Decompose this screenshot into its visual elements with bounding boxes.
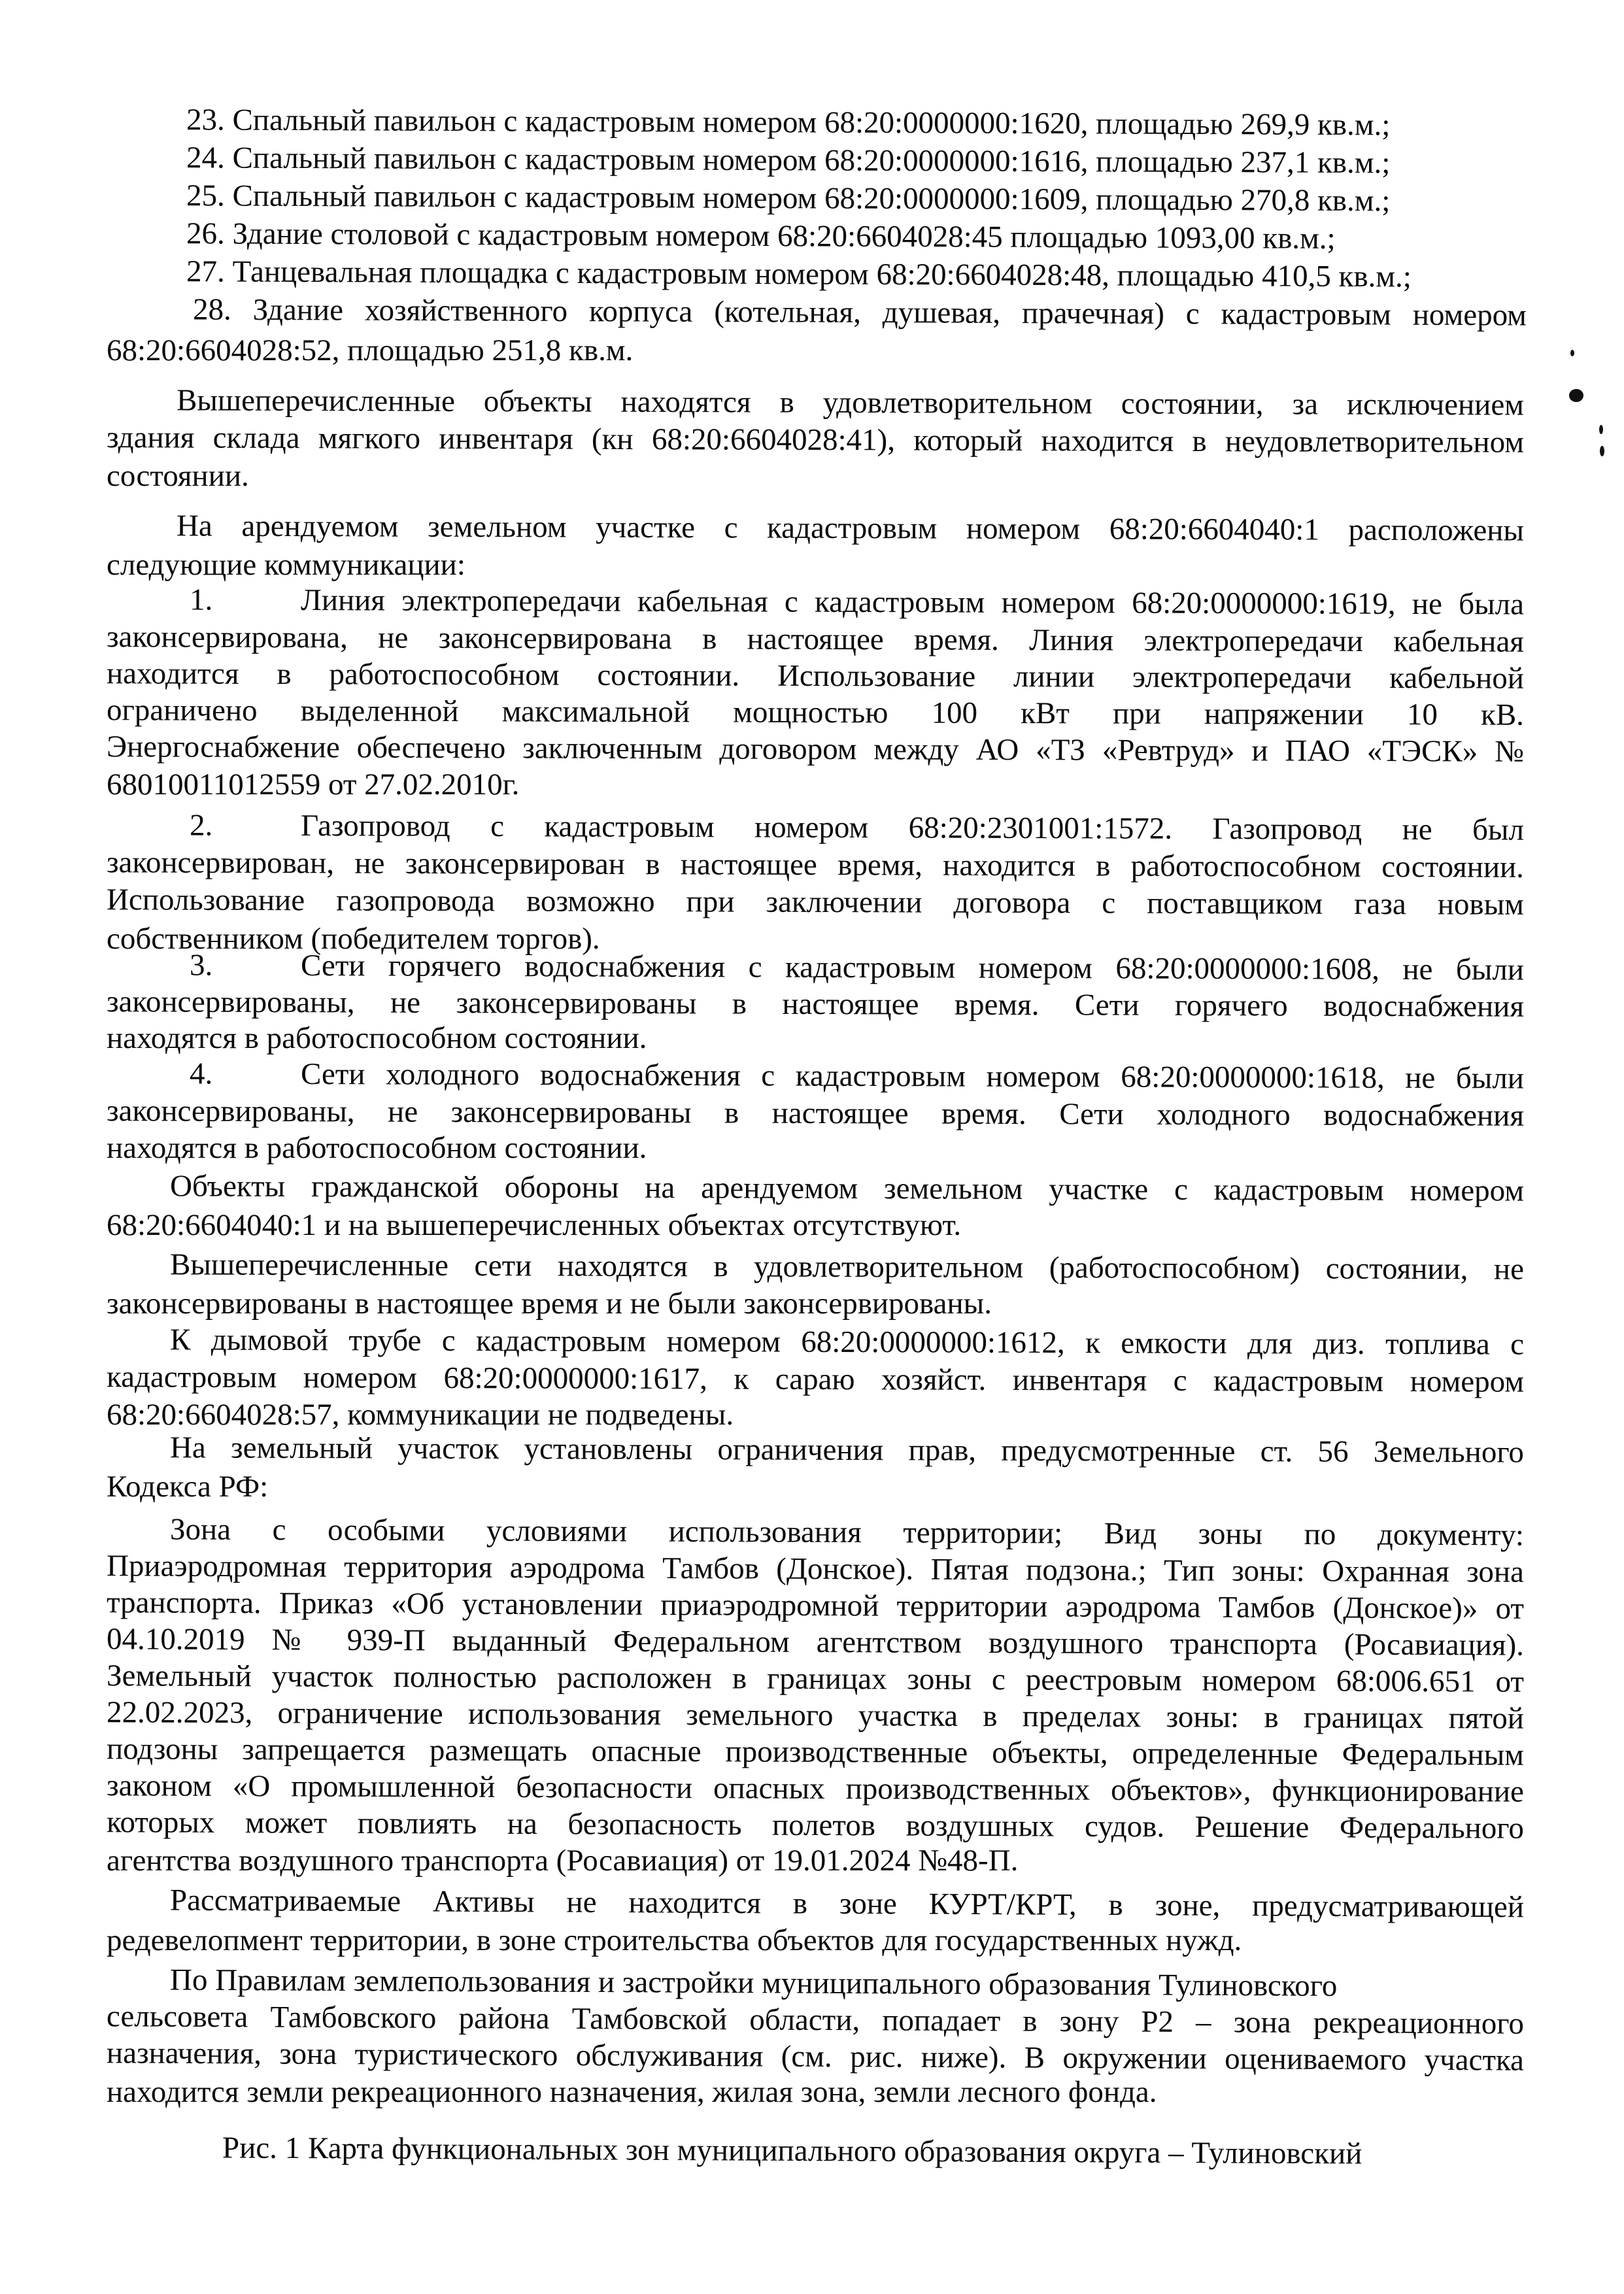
communication-3-number: 3. <box>189 948 213 983</box>
communication-1-line1: 1. Линия электропередачи кабельная с кадастровым номером 68:20:0000000:1619, не была <box>189 582 1525 622</box>
communication-1-line2: законсервирована, не законсервирована в настоящее время. Линия электропередачи кабельная <box>106 620 1525 659</box>
paragraph-condition-line2: здания склада мягкого инвентаря (кн 68:20:6604028:41), который находится в неудовлетворительном <box>106 420 1525 460</box>
list-item-28-line1: 28. Здание хозяйственного корпуса (котельная, душевая, прачечная) с кадастровым номером <box>192 292 1527 333</box>
paragraph-zone-line4: 04.10.2019 № 939-П выданный Федеральном агентством воздушного транспорта (Росавиация). <box>106 1622 1525 1662</box>
scan-speck <box>1570 350 1574 356</box>
paragraph-condition-line3: состоянии. <box>107 459 249 493</box>
figure-caption: Рис. 1 Карта функциональных зон муниципального образования округа – Тулиновский <box>222 2131 1362 2171</box>
paragraph-communications-intro-line2: следующие коммуникации: <box>107 548 465 582</box>
paragraph-networks-line2: законсервированы в настоящее время и не были законсервированы. <box>107 1287 992 1321</box>
paragraph-rules-line1: По Правилам землепользования и застройки муниципального образования Тулиновского <box>169 1963 1338 2003</box>
paragraph-rules-line4: находится земли рекреационного назначения, жилая зона, земли лесного фонда. <box>107 2075 1157 2109</box>
paragraph-not-connected-line2: кадастровым номером 68:20:0000000:1617, к сараю хозяйст. инвентаря с кадастровым номером <box>106 1360 1525 1399</box>
communication-4-line3: находятся в работоспособном состоянии. <box>107 1131 647 1165</box>
communication-2-number: 2. <box>189 808 213 843</box>
paragraph-restrictions-line1: На земельный участок установлены ограничения прав, предусмотренные ст. 56 Земельного <box>169 1430 1525 1470</box>
paragraph-civil-defense-line2: 68:20:6604040:1 и на вышеперечисленных объектах отсутствуют. <box>107 1208 962 1242</box>
list-item-25: 25. Спальный павильон с кадастровым номером 68:20:0000000:1609, площадью 270,8 кв.м.; <box>186 178 1391 218</box>
paragraph-restrictions-line2: Кодекса РФ: <box>107 1470 269 1504</box>
communication-4-number: 4. <box>189 1056 213 1091</box>
paragraph-rules-line2: сельсовета Тамбовского района Тамбовской области, попадает в зону Р2 – зона рекреационного <box>106 1999 1525 2041</box>
paragraph-zone-line7: подзоны запрещается размещать опасные производственные объекты, определенные Федеральным <box>106 1732 1525 1772</box>
communication-1-line4: ограничено выделенной максимальной мощностью 100 кВт при напряжении 10 кВ. <box>106 693 1525 732</box>
communication-4-line2: законсервированы, не законсервированы в настоящее время. Сети холодного водоснабжения <box>106 1094 1525 1133</box>
list-item-27: 27. Танцевальная площадка с кадастровым номером 68:20:6604028:48, площадью 410,5 кв.м.; <box>186 254 1412 294</box>
communication-1-line5: Энергоснабжение обеспечено заключенным договором между АО «ТЗ «Ревтруд» и ПАО «ТЭСК» № <box>106 730 1525 769</box>
paragraph-not-connected-line3: 68:20:6604028:57, коммуникации не подведены. <box>107 1398 734 1432</box>
paragraph-assets-line1: Рассматриваемые Активы не находится в зоне КУРТ/КРТ, в зоне, предусматривающей <box>169 1883 1525 1925</box>
paragraph-zone-line1: Зона с особыми условиями использования территории; Вид зоны по документу: <box>169 1512 1525 1553</box>
paragraph-zone-line2: Приаэродромная территория аэродрома Тамбов (Донское). Пятая подзона.; Тип зоны: Охранная зона <box>106 1549 1525 1589</box>
paragraph-communications-intro-line1: На арендуемом земельном участке с кадастровым номером 68:20:6604040:1 расположены <box>176 509 1525 548</box>
communication-2-line4: собственником (победителем торгов). <box>107 922 600 956</box>
paragraph-assets-line2: редевелопмент территории, в зоне строительства объектов для государственных нужд. <box>107 1923 1242 1957</box>
paragraph-zone-line9: которых может повлиять на безопасность полетов воздушных судов. Решение Федерального <box>106 1805 1525 1846</box>
paragraph-networks-line1: Вышеперечисленные сети находятся в удовлетворительном (работоспособном) состоянии, не <box>169 1247 1525 1287</box>
communication-3-line3: находятся в работоспособном состоянии. <box>107 1021 647 1055</box>
list-item-28-line2: 68:20:6604028:52, площадью 251,8 кв.м. <box>107 333 634 367</box>
paragraph-condition-line1: Вышеперечисленные объекты находятся в удовлетворительном состоянии, за исключением <box>176 383 1525 422</box>
scan-speck <box>1599 425 1603 434</box>
paragraph-rules-line3: назначения, зона туристического обслуживания (см. рис. ниже). В окружении оцениваемого участка <box>106 2036 1525 2078</box>
communication-1-line3: находится в работоспособном состоянии. Использование линии электропередачи кабельной <box>106 656 1525 696</box>
paragraph-zone-line5: Земельный участок полностью расположен в границах зоны с реестровым номером 68:006.651 от <box>106 1659 1525 1699</box>
communication-2-line3: Использование газопровода возможно при заключении договора с поставщиком газа новым <box>106 883 1525 922</box>
paragraph-zone-line10: агентства воздушного транспорта (Росавиация) от 19.01.2024 №48-П. <box>107 1844 1019 1878</box>
communication-1-line6: 68010011012559 от 27.02.2010г. <box>107 767 520 801</box>
communication-3-line2: законсервированы, не законсервированы в настоящее время. Сети горячего водоснабжения <box>106 985 1525 1024</box>
paragraph-zone-line3: транспорта. Приказ «Об установлении приаэродромной территории аэродрома Тамбов (Донское)» от <box>106 1585 1525 1626</box>
scan-speck <box>1600 446 1604 456</box>
paragraph-civil-defense-line1: Объекты гражданской обороны на арендуемом земельном участке с кадастровым номером <box>169 1169 1525 1208</box>
communication-4-line1: 4. Сети холодного водоснабжения с кадастровым номером 68:20:0000000:1618, не были <box>189 1056 1525 1096</box>
communication-3-line1: 3. Сети горячего водоснабжения с кадастровым номером 68:20:0000000:1608, не были <box>189 948 1525 987</box>
list-item-26: 26. Здание столовой с кадастровым номером 68:20:6604028:45 площадью 1093,00 кв.м.; <box>186 216 1336 256</box>
paragraph-zone-line8: законом «О промышленной безопасности опасных производственных объектов», функционирование <box>106 1768 1525 1809</box>
communication-2-line2: законсервирован, не законсервирован в настоящее время, находится в работоспособном состоянии. <box>106 845 1525 885</box>
communication-2-line1: 2. Газопровод с кадастровым номером 68:20:2301001:1572. Газопровод не был <box>189 808 1525 847</box>
communication-1-number: 1. <box>189 582 213 617</box>
list-item-24: 24. Спальный павильон с кадастровым номером 68:20:0000000:1616, площадью 237,1 кв.м.; <box>186 141 1391 180</box>
paragraph-zone-line6: 22.02.2023, ограничение использования земельного участка в пределах зоны: в границах пятой <box>106 1695 1525 1736</box>
scan-speck <box>1569 389 1583 402</box>
paragraph-not-connected-line1: К дымовой трубе с кадастровым номером 68:20:0000000:1612, к емкости для диз. топлива с <box>169 1323 1525 1362</box>
list-item-23: 23. Спальный павильон с кадастровым номером 68:20:0000000:1620, площадью 269,9 кв.м.; <box>186 103 1391 143</box>
